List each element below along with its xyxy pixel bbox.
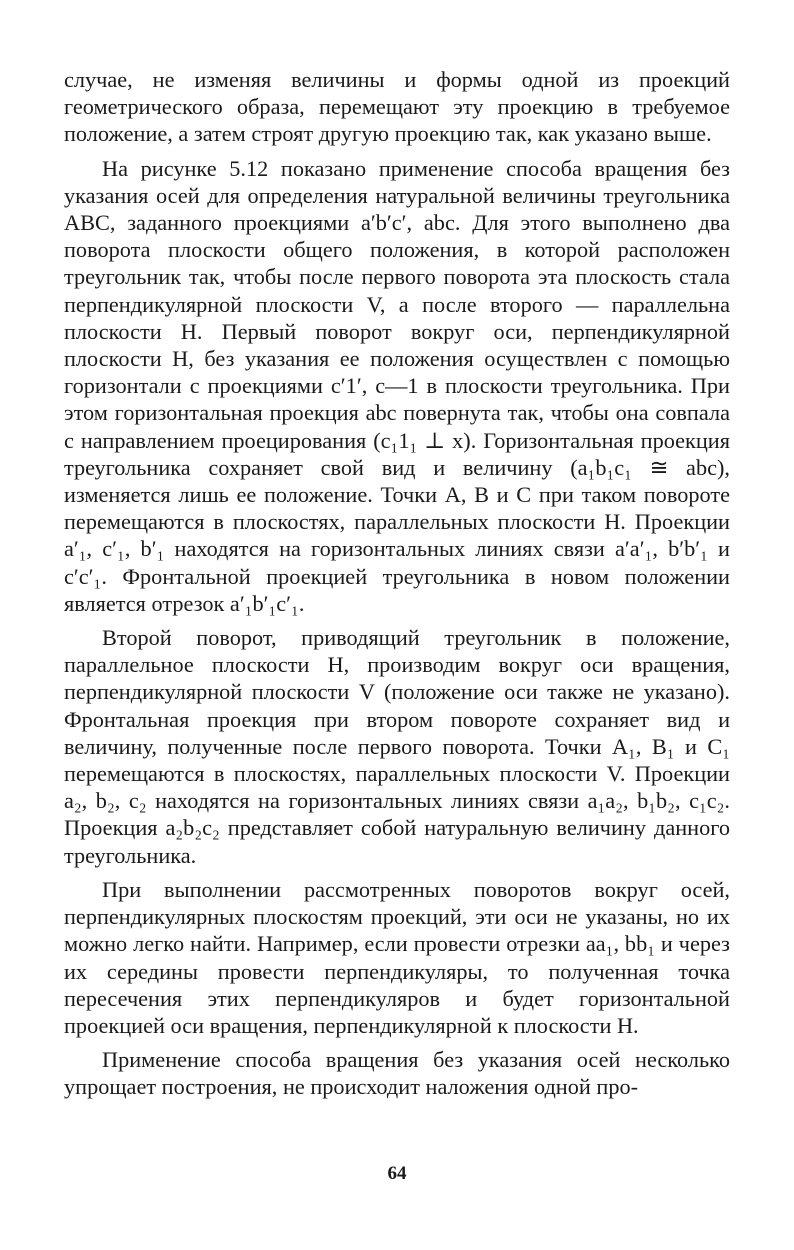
paragraph-5: Применение способа вращения без указания осей несколько упрощает построения, не происходит наложения одной про- [64,1047,730,1100]
paragraph-2: На рисунке 5.12 показано применение способа вращения без указания осей для определения натуральной величины треугольника ABC, заданного проекциями a′b′c′, abc. Для этого выполнено два поворота плоскости общего положения, в которой расположен треугольник так, чтобы после первого поворота эта плоскость стала перпендикулярной плоскости V, а после второго — параллельна плоскости H. Первый поворот вокруг оси, перпендикулярной плоскости H, без указания ее положения осуществлен с помощью горизонтали с проекциями c′1′, c—1 в плоскости треугольника. При этом горизонтальная проекция abc повернута так, чтобы она совпала с направлением проецирования (c₁1₁ ⊥ x). Горизонтальная проекция треугольника сохраняет свой вид и величину (a₁b₁c₁ ≅ abc), изменяется лишь ее положение. Точки A, B и C при таком повороте перемещаются в плоскостях, параллельных плоскости H. Проекции a′₁, c′₁, b′₁ находятся на горизонтальных линиях связи a′a′₁, b′b′₁ и c′c′₁. Фронтальной проекцией треугольника в новом положении является отрезок a′₁b′₁c′₁. [64,155,730,616]
paragraph-4: При выполнении рассмотренных поворотов вокруг осей, перпендикулярных плоскостям проекций, эти оси не указаны, но их можно легко найти. Например, если провести отрезки aa₁, bb₁ и через их середины провести перпендикуляры, то полученная точка пересечения этих перпендикуляров и будет горизонтальной проекцией оси вращения, перпендикулярной к плоскости H. [64,876,730,1038]
paragraph-3: Второй поворот, приводящий треугольник в положение, параллельное плоскости H, производим вокруг оси вращения, перпендикулярной плоскости V (положение оси также не указано). Фронтальная проекция при втором повороте сохраняет вид и величину, полученные после первого поворота. Точки A₁, B₁ и C₁ перемещаются в плоскостях, параллельных плоскости V. Проекции a₂, b₂, c₂ находятся на горизонтальных линиях связи a₁a₂, b₁b₂, c₁c₂. Проекция a₂b₂c₂ представляет собой натуральную величину данного треугольника. [64,625,730,868]
paragraph-1: случае, не изменяя величины и формы одной из проекций геометрического образа, перемещают эту проекцию в требуемое положение, а затем строят другую проекцию так, как указано выше. [64,67,730,147]
page-body [64,66,730,1101]
page-number: 64 [387,1163,407,1184]
